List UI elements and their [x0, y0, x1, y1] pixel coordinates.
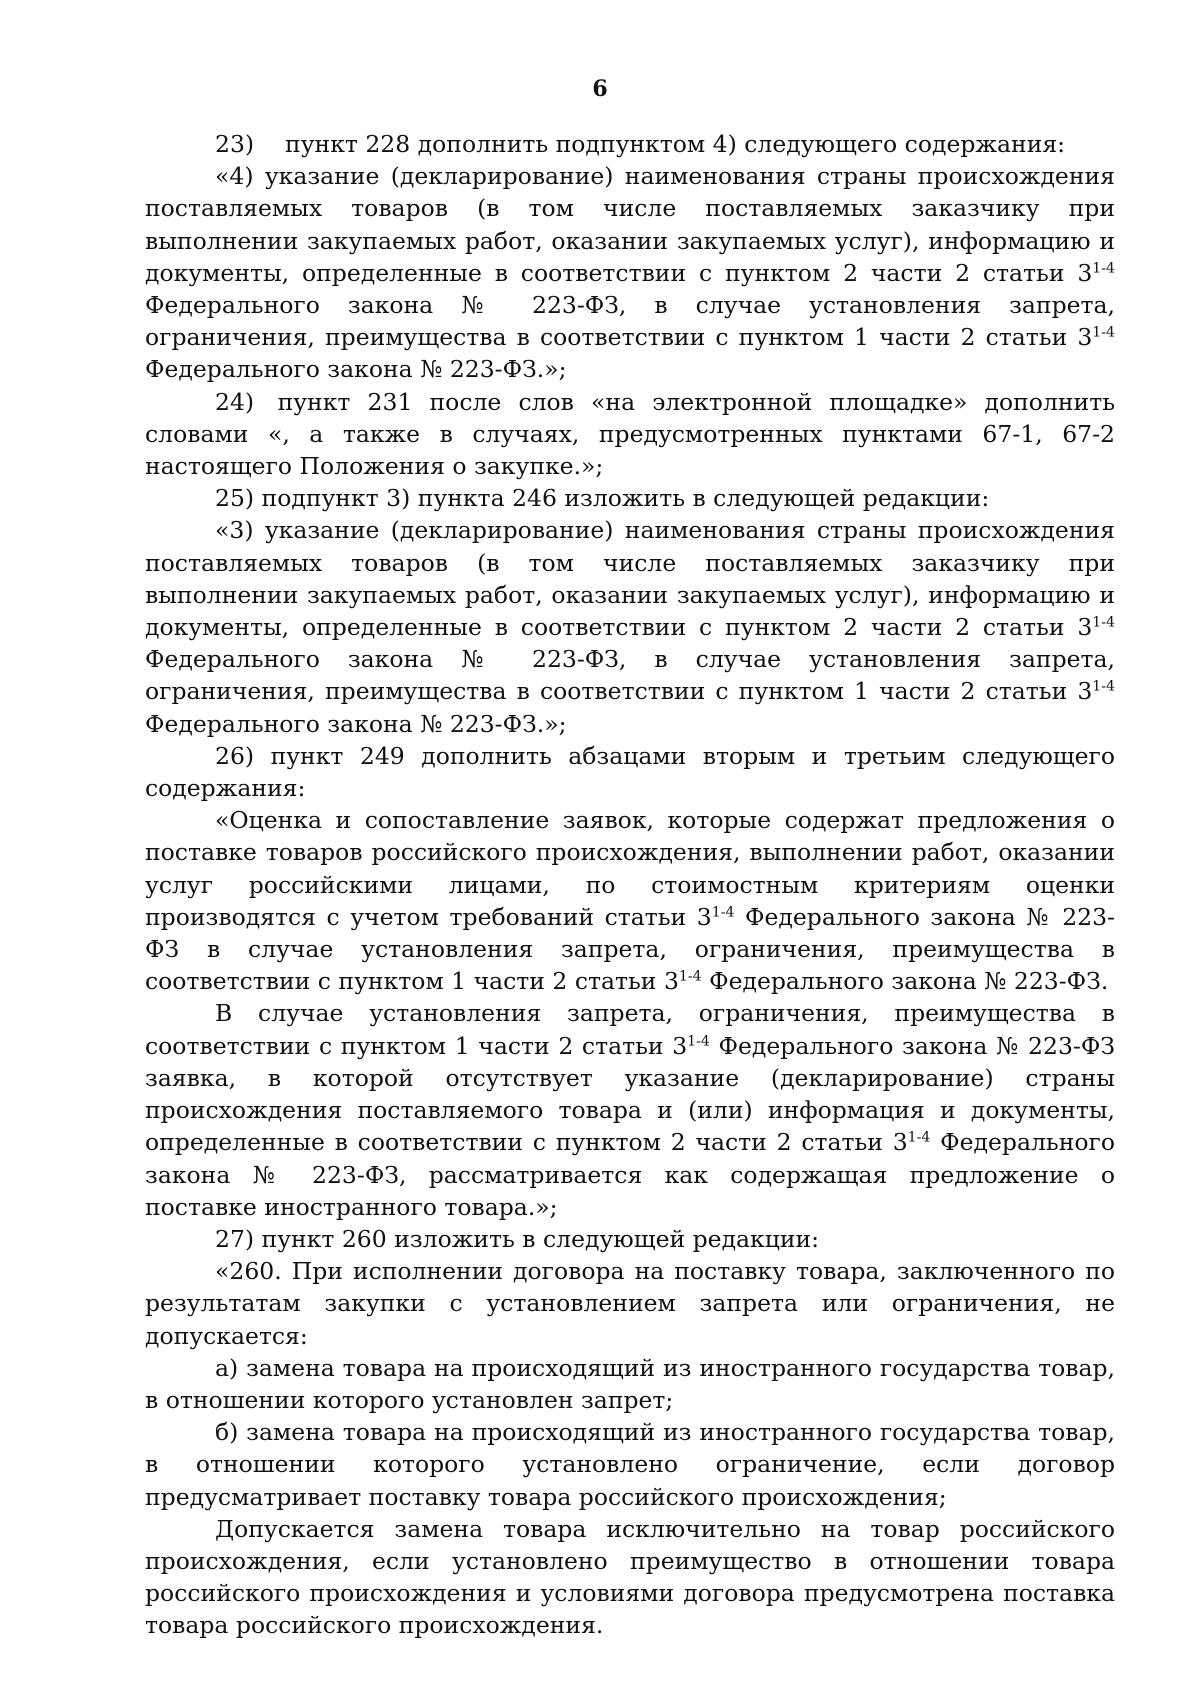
paragraph-260-a: а) замена товара на происходящий из иностранного государства товар, в отношении которого установлен запрет;	[145, 1353, 1115, 1414]
paragraph-260-b: б) замена товара на происходящий из иностранного государства товар, в отношении которого установлено ограничение, если договор предусматривает поставку товара российского происхождения;	[145, 1418, 1115, 1511]
article-superscript: 1-4	[1092, 324, 1115, 341]
paragraph-260-final: Допускается замена товара исключительно на товар российского происхождения, если установлено преимущество в отношении товара российского происхождения и условиями договора предусмотрена поставка товара российского происхождения.	[145, 1514, 1115, 1640]
paragraph-27: 27) пункт 260 изложить в следующей редакции:	[215, 1224, 820, 1253]
paragraph-260: «260. При исполнении договора на поставку товара, заключенного по результатам закупки с установлением запрета или ограничения, не допускается:	[145, 1257, 1115, 1350]
paragraph-25: 25) подпункт 3) пункта 246 изложить в следующей редакции:	[215, 484, 990, 513]
article-superscript: 1-4	[678, 968, 702, 985]
paragraph-25-quote: «3) указание (декларирование) наименования страны происхождения поставляемых товаров (в том числе поставляемых заказчику при выполнении закупаемых работ, оказании закупаемых услуг), информацию и документы, определенные в соответствии с пунктом 2 части 2 статьи 3$^{1-4}$ Федерального закона № 223-ФЗ, в случае установления запрета, ограничения, преимущества в соответствии с пунктом 1 части 2 статьи 3$^{1-4}$ Федерального закона № 223-ФЗ.»;	[145, 516, 1115, 738]
article-superscript: 1-4	[907, 1129, 931, 1146]
paragraph-23-quote: «4) указание (декларирование) наименования страны происхождения поставляемых товаров (в том числе поставляемых заказчику при выполнении закупаемых работ, оказании закупаемых услуг), информацию и документы, определенные в соответствии с пунктом 2 части 2 статьи 3$^{1-4}$ Федерального закона № 223-ФЗ, в случае установления запрета, ограничения, преимущества в соответствии с пунктом 1 части 2 статьи 3$^{1-4}$ Федерального закона № 223-ФЗ.»;	[145, 162, 1115, 384]
article-superscript: 1-4	[687, 1033, 710, 1050]
article-superscript: 1-4	[1092, 614, 1115, 631]
paragraph-26-quote-1: «Оценка и сопоставление заявок, которые содержат предложения о поставке товаров российского происхождения, выполнении работ, оказании услуг российскими лицами, по стоимостным критериям оценки производятся с учетом требований статьи 3$^{1-4}$ Федерального закона № 223-ФЗ в случае установления запрета, ограничения, преимущества в соответствии с пунктом 1 части 2 статьи 3$^{1-4}$ Федерального закона № 223-ФЗ.	[145, 806, 1115, 996]
paragraph-23: 23) пункт 228 дополнить подпунктом 4) следующего содержания:	[215, 130, 1066, 158]
document-body	[145, 128, 1115, 1642]
page-number: 6	[592, 76, 608, 102]
article-superscript: 1-4	[1092, 679, 1115, 695]
paragraph-24: 24) пункт 231 после слов «на электронной площадке» дополнить словами «, а также в случаях, предусмотренных пунктами 67-1, 67-2 настоящего Положения о закупке.»;	[145, 387, 1115, 481]
paragraph-26-quote-2: В случае установления запрета, ограничения, преимущества в соответствии с пунктом 1 части 2 статьи 3$^{1-4}$ Федерального закона № 223-ФЗ заявка, в которой отсутствует указание (декларирование) страны происхождения поставляемого товара и (или) информация и документы, определенные в соответствии с пунктом 2 части 2 статьи 3$^{1-4}$ Федерального закона № 223-ФЗ, рассматривается как содержащая предложение о поставке иностранного товара.»;	[145, 999, 1115, 1221]
article-superscript: 1-4	[711, 904, 735, 921]
paragraph-26: 26) пункт 249 дополнить абзацами вторым и третьим следующего содержания:	[145, 741, 1115, 803]
article-superscript: 1-4	[1092, 260, 1115, 277]
